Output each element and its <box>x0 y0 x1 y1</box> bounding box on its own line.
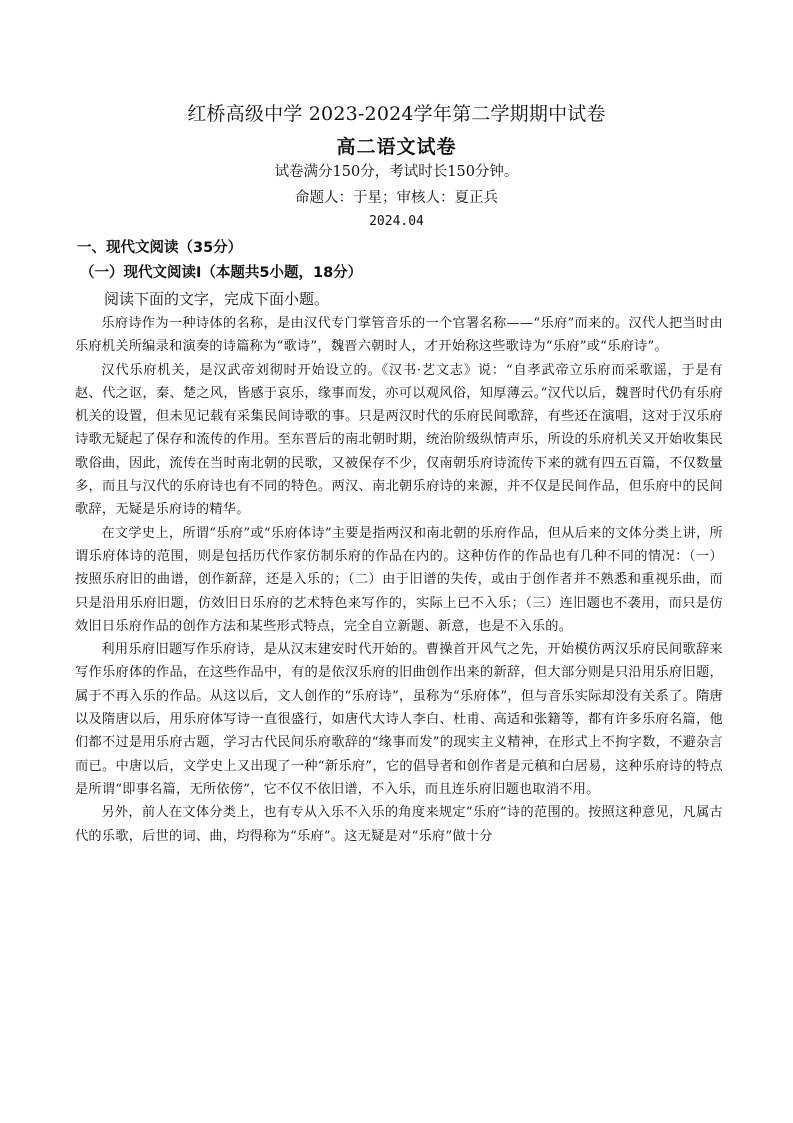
passage-paragraph: 乐府诗作为一种诗体的名称，是由汉代专门掌管音乐的一个官署名称——“乐府”而来的。汉代人把当时由乐府机关所编录和演奏的诗篇称为“歌诗”，魏晋六朝时人，才开始称这些歌诗为“乐府”或“乐府诗”。 <box>75 316 723 355</box>
exam-title: 红桥高级中学 2023-2024学年第二学期期中试卷 <box>187 103 606 125</box>
passage-paragraph: 在文学史上，所谓“乐府”或“乐府体诗”主要是指两汉和南北朝的乐府作品，但从后来的文体分类上讲，所谓乐府体诗的范围，则是包括历代作家仿制乐府的作品在内的。这种仿作的作品也有几种不同的情况：（一）按照乐府旧的曲谱，创作新辞，还是入乐的；（二）由于旧谱的失传，或由于创作者并不熟悉和重视乐曲，而只是沿用乐府旧题，仿效旧日乐府的艺术特色来写作的，实际上已不入乐；（三）连旧题也不袭用，而只是仿效旧日乐府作品的创作方法和某些形式特点，完全自立新题、新意，也是不入乐的。 <box>75 525 723 634</box>
exam-date: 2024.04 <box>369 214 424 229</box>
passage-paragraph: 汉代乐府机关，是汉武帝刘彻时开始设立的。《汉书·艺文志》说：“自孝武帝立乐府而采歌谣，于是有赵、代之讴，秦、楚之风，皆感于哀乐，缘事而发，亦可以观风俗，知厚薄云。”汉代以后，魏晋时代仍有乐府机关的设置，但未见记载有采集民间诗歌的事。只是两汉时代的乐府民间歌辞，有些还在演唱，这对于汉乐府诗歌无疑起了保存和流传的作用。至东晋后的南北朝时期，统治阶级纵情声乐，所设的乐府机关又开始收集民歌俗曲，因此，流传在当时南北朝的民歌，又被保存不少，仅南朝乐府诗流传下来的就有四五百篇，不仅数量多，而且与汉代的乐府诗也有不同的特色。两汉、南北朝乐府诗的来源，并不仅是民间作品，但乐府中的民间歌辞，无疑是乐府诗的精华。 <box>75 362 723 518</box>
exam-info: 试卷满分150分，考试时长150分钟。 <box>274 164 519 180</box>
subsection-heading: （一）现代文阅读Ⅰ（本题共5小题，18分） <box>80 265 363 281</box>
reading-passage <box>75 312 723 848</box>
reading-instruction: 阅读下面的文字，完成下面小题。 <box>104 290 330 308</box>
exam-subject-title: 高二语文试卷 <box>336 136 457 158</box>
exam-authors: 命题人：于星；审核人：夏正兵 <box>295 190 498 206</box>
section-heading: 一、现代文阅读（35分） <box>77 240 243 256</box>
passage-paragraph: 利用乐府旧题写作乐府诗，是从汉末建安时代开始的。曹操首开风气之先，开始模仿两汉乐府民间歌辞来写作乐府体的作品，在这些作品中，有的是依汉乐府的旧曲创作出来的新辞，但大部分则是只沿用乐府旧题，属于不再入乐的作品。从这以后，文人创作的“乐府诗”，虽称为“乐府体”，但与音乐实际却没有关系了。隋唐以及隋唐以后，用乐府体写诗一直很盛行，如唐代大诗人李白、杜甫、高适和张籍等，都有许多乐府名篇，他们都不过是用乐府古题，学习古代民间乐府歌辞的“缘事而发”的现实主义精神，在形式上不拘字数，不避杂言而已。中唐以后，文学史上又出现了一种“新乐府”，它的倡导者和创作者是元稹和白居易，这种乐府诗的特点是所谓“即事名篇，无所依傍”，它不仅不依旧谱，不入乐，而且连乐府旧题也取消不用。 <box>75 642 723 797</box>
passage-paragraph: 另外，前人在文体分类上，也有专从入乐不入乐的角度来规定“乐府”诗的范围的。按照这种意见，凡属古代的乐歌，后世的词、曲，均得称为“乐府”。这无疑是对“乐府”做十分 <box>75 805 723 844</box>
